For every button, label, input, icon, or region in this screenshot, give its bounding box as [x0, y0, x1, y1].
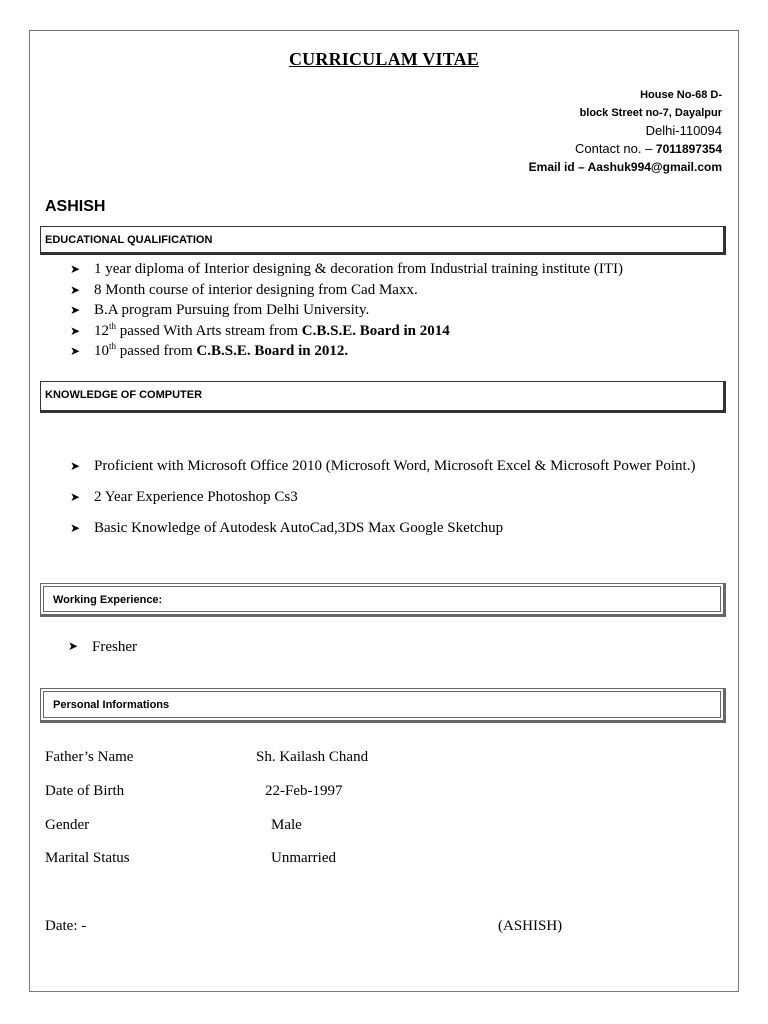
contact-value: 7011897354 — [655, 142, 722, 156]
arrow-bullet-icon: ➤ — [70, 282, 81, 297]
list-item: ➤ 8 Month course of interior designing from Cad Maxx. — [70, 280, 730, 301]
section-header-education — [40, 226, 726, 255]
arrow-bullet-icon: ➤ — [70, 303, 81, 317]
computer-skills-list — [70, 451, 724, 544]
education-list — [70, 259, 730, 362]
work-experience-list — [68, 639, 137, 656]
list-item: ➤ Proficient with Microsoft Office 2010 (Microsoft Word, Microsoft Excel & Microsoft Power Point.) — [70, 451, 724, 482]
address-line-1: House No-68 D- — [640, 89, 722, 101]
contact-label: Contact no. – — [574, 141, 656, 156]
date-label: Date: - — [45, 918, 87, 934]
section-title: KNOWLEDGE OF COMPUTER — [45, 389, 203, 401]
arrow-bullet-icon: ➤ — [70, 490, 81, 504]
arrow-bullet-icon: ➤ — [70, 521, 81, 535]
section-header-work — [40, 583, 726, 617]
contact-number — [575, 141, 722, 156]
arrow-bullet-icon: ➤ — [70, 262, 81, 276]
resume-page — [29, 30, 739, 992]
address-line-2: block Street no-7, Dayalpur — [579, 107, 722, 119]
arrow-bullet-icon: ➤ — [68, 639, 79, 653]
personal-value-marital: Unmarried — [271, 850, 336, 866]
personal-label-father: Father’s Name — [45, 749, 134, 765]
personal-label-gender: Gender — [45, 817, 90, 833]
signature-name: (ASHISH) — [498, 918, 563, 934]
list-item: ➤ 10th passed from C.B.S.E. Board in 2012. — [70, 341, 730, 362]
list-item: ➤ 12th passed With Arts stream from C.B.S.E. Board in 2014 — [70, 321, 730, 342]
list-item: ➤ 1 year diploma of Interior designing & decoration from Industrial training institute (ITI) — [70, 259, 730, 280]
personal-value-father: Sh. Kailash Chand — [256, 749, 369, 765]
list-item: ➤ Basic Knowledge of Autodesk AutoCad,3DS Max Google Sketchup — [70, 513, 724, 544]
section-title: Working Experience: — [53, 594, 163, 606]
list-item: ➤ 2 Year Experience Photoshop Cs3 — [70, 482, 724, 513]
section-title: Personal Informations — [53, 699, 170, 711]
arrow-bullet-icon: ➤ — [70, 344, 81, 358]
arrow-bullet-icon: ➤ — [70, 323, 81, 338]
list-item: ➤ Fresher — [68, 639, 137, 655]
personal-label-marital: Marital Status — [45, 850, 130, 866]
arrow-bullet-icon: ➤ — [70, 459, 81, 473]
personal-value-gender: Male — [271, 817, 302, 833]
candidate-name: ASHISH — [45, 198, 106, 215]
personal-label-dob: Date of Birth — [45, 783, 125, 799]
section-header-computer — [40, 381, 726, 413]
document-title: CURRICULAM VITAE — [288, 49, 480, 69]
personal-value-dob: 22-Feb-1997 — [265, 783, 343, 799]
list-item: ➤ B.A program Pursuing from Delhi University. — [70, 300, 730, 321]
address-line-3: Delhi-110094 — [645, 123, 722, 138]
section-header-personal — [40, 688, 726, 723]
email-address: Email id – Aashuk994@gmail.com — [528, 160, 722, 174]
section-title: EDUCATIONAL QUALIFICATION — [45, 234, 213, 246]
